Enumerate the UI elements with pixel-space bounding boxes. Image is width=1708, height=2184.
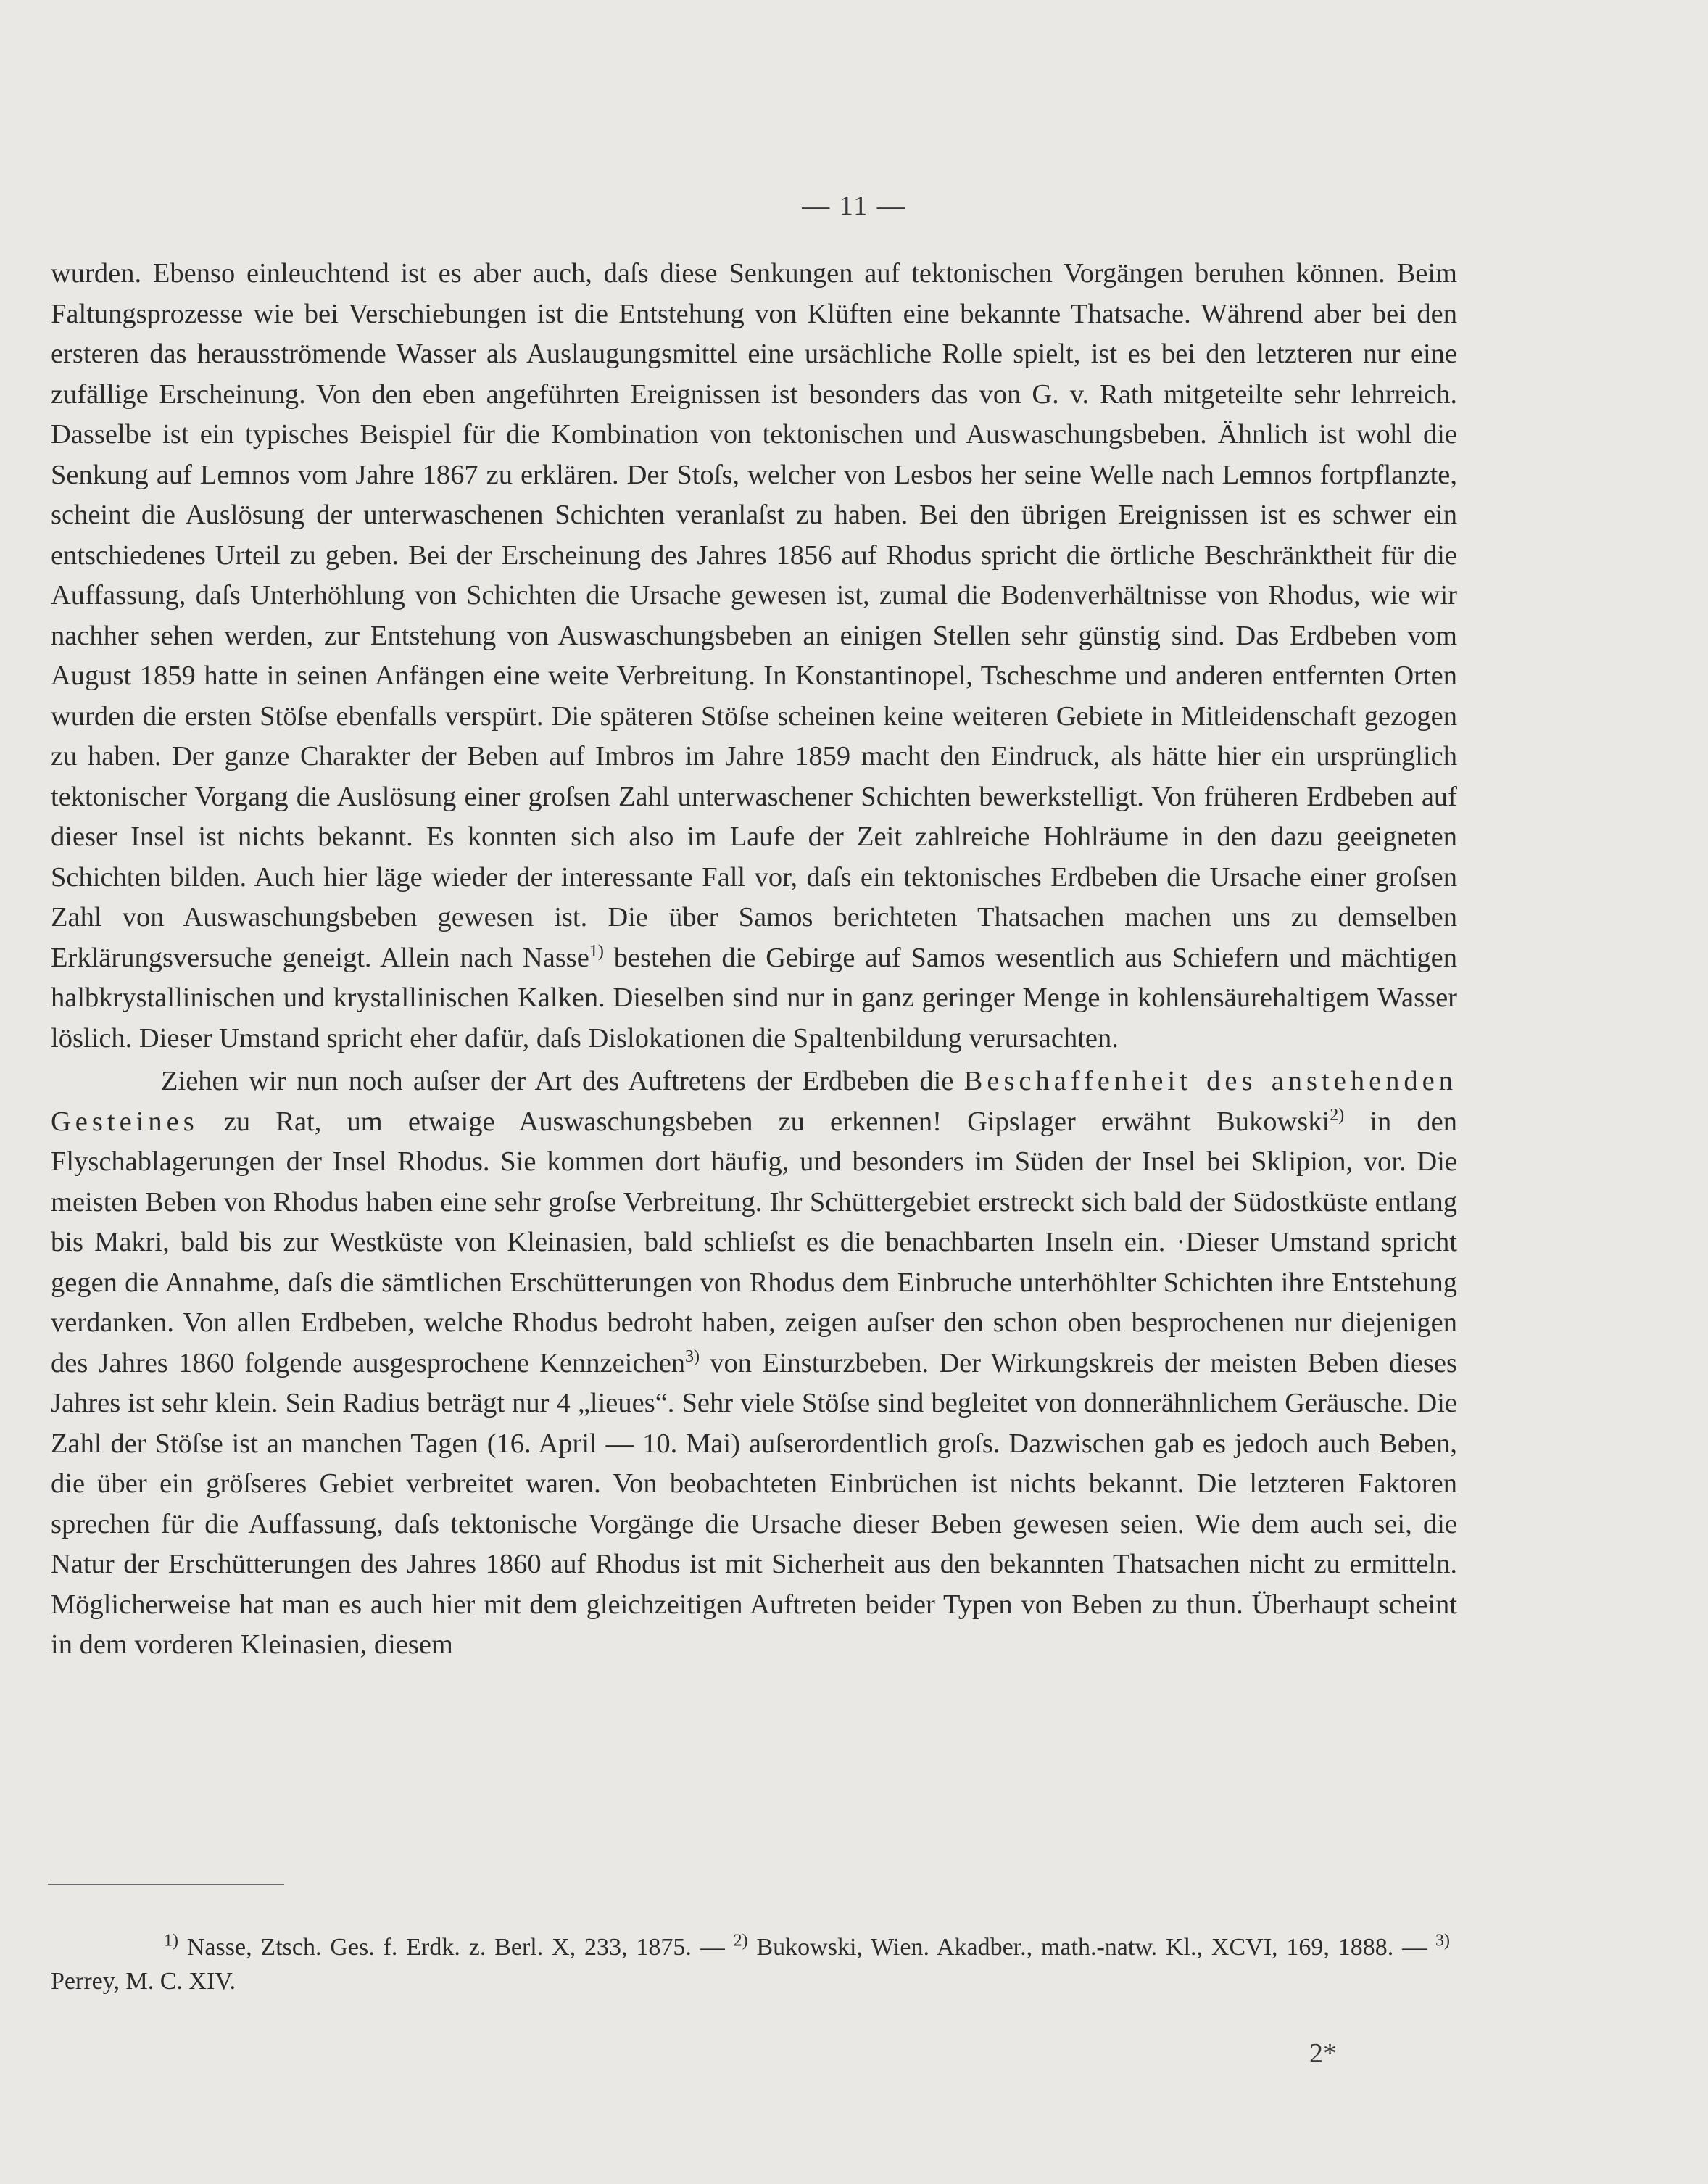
footnote-1-text: Nasse, Ztsch. Ges. f. Erdk. z. Berl. X, 233, 1875. — bbox=[178, 1934, 734, 1961]
paragraph-1-text: wurden. Ebenso einleuchtend ist es aber auch, daſs diese Senkungen auf tektonischen Vorgängen beruhen können. Beim Faltungsprozesse wie bei Verschiebungen ist die Entstehung von Klüften eine bekannte Thatsache. Während aber bei den ersteren das herausströmende Wasser als Auslaugungsmittel eine ursächliche Rolle spielt, ist es bei den letzteren nur eine zufällige Erscheinung. Von den eben angeführten Ereignissen ist besonders das von G. v. Rath mitgeteilte sehr lehrreich. Dasselbe ist ein typisches Beispiel für die Kombination von tektonischen und Auswaschungsbeben. Ähnlich ist wohl die Senkung auf Lemnos vom Jahre 1867 zu erklären. Der Stoſs, welcher von Lesbos her seine Welle nach Lemnos fortpflanzte, scheint die Auslösung der unterwaschenen Schichten veranlaſst zu haben. Bei den übrigen Ereignissen ist es schwer ein entschiedenes Urteil zu geben. Bei der Erscheinung des Jahres 1856 auf Rhodus spricht die örtliche Beschränktheit für die Auffassung, daſs Unterhöhlung von Schichten die Ursache gewesen ist, zumal die Bodenverhältnisse von Rhodus, wie wir nachher sehen werden, zur Entstehung von Auswaschungsbeben an einigen Stellen sehr günstig sind. Das Erdbeben vom August 1859 hatte in seinen Anfängen eine weite Verbreitung. In Konstantinopel, Tscheschme und anderen entfernten Orten wurden die ersten Stöſse ebenfalls verspürt. Die späteren Stöſse scheinen keine weiteren Gebiete in Mitleidenschaft gezogen zu haben. Der ganze Charakter der Beben auf Imbros im Jahre 1859 macht den Eindruck, als hätte hier ein ursprünglich tektonischer Vorgang die Auslösung einer groſsen Zahl unterwaschener Schichten bewerkstelligt. Von früheren Erdbeben auf dieser Insel ist nichts bekannt. Es konnten sich also im Laufe der Zeit zahlreiche Hohlräume in den dazu geeigneten Schichten bilden. Auch hier läge wieder der interessante Fall vor, daſs ein tektonisches Erdbeben die Ursache einer groſsen Zahl von Auswaschungsbeben gewesen ist. Die über Samos berichteten Thatsachen machen uns zu demselben Erklärungsversuche geneigt. Allein nach Nasse bbox=[51, 258, 1457, 973]
footnote-3-text: Perrey, M. C. XIV. bbox=[51, 1968, 236, 1995]
page-number: — 11 — bbox=[802, 191, 906, 221]
sheet-signature: 2* bbox=[1309, 2038, 1337, 2069]
footnote-ref-2: 2) bbox=[1330, 1105, 1345, 1125]
paragraph-2-part-b: zu Rat, um etwaige Auswaschungsbeben zu erkennen! Gipslager erwähnt Bukowski bbox=[198, 1106, 1330, 1137]
paragraph-1-rest: bestehen die Gebirge auf Samos wesentlich aus Schiefern und mächtigen halbkrystallinischen und krystallinischen Kalken. Dieselben sind nur in ganz geringer Menge in kohlensäurehaltigem Wasser löslich. Dieser Umstand spricht eher dafür, daſs Dislokationen die Spaltenbildung verursachten. bbox=[51, 942, 1457, 1054]
body-text bbox=[51, 254, 1457, 1666]
footnotes bbox=[51, 1930, 1450, 1998]
footnote-mark-1: 1) bbox=[164, 1931, 178, 1951]
paragraph-2 bbox=[51, 1062, 1457, 1666]
paragraph-1 bbox=[51, 254, 1457, 1059]
footnote-mark-3: 3) bbox=[1435, 1931, 1450, 1951]
paragraph-2-spaced-term: Beschaffenheit des anstehenden Gesteines bbox=[51, 1066, 1457, 1137]
footnote-block bbox=[51, 1930, 1450, 1998]
paragraph-2-part-a: Ziehen wir nun noch auſser der Art des Auftretens der Erdbeben die bbox=[161, 1066, 964, 1096]
footnote-divider bbox=[48, 1884, 284, 1885]
footnote-mark-2: 2) bbox=[733, 1931, 748, 1951]
footnote-ref-1: 1) bbox=[589, 941, 604, 961]
paragraph-2-part-c: in den Flyschablagerungen der Insel Rhodus. Sie kommen dort häufig, und besonders im Süden der Insel bei Sklipion, vor. Die meisten Beben von Rhodus haben eine sehr groſse Verbreitung. Ihr Schüttergebiet erstreckt sich bald der Südostküste entlang bis Makri, bald bis zur Westküste von Kleinasien, bald schlieſst es die benachbarten Inseln ein. ·Dieser Umstand spricht gegen die Annahme, daſs die sämtlichen Erschütterungen von Rhodus dem Einbruche unterhöhlter Schichten ihre Entstehung verdanken. Von allen Erdbeben, welche Rhodus bedroht haben, zeigen auſser den schon oben besprochenen nur diejenigen des Jahres 1860 folgende ausgesprochene Kennzeichen bbox=[51, 1106, 1457, 1378]
footnote-ref-3: 3) bbox=[685, 1347, 700, 1366]
paragraph-2-part-d: von Einsturzbeben. Der Wirkungskreis der meisten Beben dieses Jahres ist sehr klein. Sein Radius beträgt nur 4 „lieues“. Sehr viele Stöſse sind begleitet von donnerähnlichem Geräusche. Die Zahl der Stöſse ist an manchen Tagen (16. April — 10. Mai) auſserordentlich groſs. Dazwischen gab es jedoch auch Beben, die über ein gröſseres Gebiet verbreitet waren. Von beobachteten Einbrüchen ist nichts bekannt. Die letzteren Faktoren sprechen für die Auffassung, daſs tektonische Vorgänge die Ursache dieser Beben gewesen seien. Wie dem auch sei, die Natur der Erschütterungen des Jahres 1860 auf Rhodus ist mit Sicherheit aus den bekannten Thatsachen nicht zu ermitteln. Möglicherweise hat man es auch hier mit dem gleichzeitigen Auftreten beider Typen von Beben zu thun. Überhaupt scheint in dem vorderen Kleinasien, diesem bbox=[51, 1347, 1457, 1660]
footnote-2-text: Bukowski, Wien. Akadber., math.-natw. Kl., XCVI, 169, 1888. — bbox=[747, 1934, 1435, 1961]
